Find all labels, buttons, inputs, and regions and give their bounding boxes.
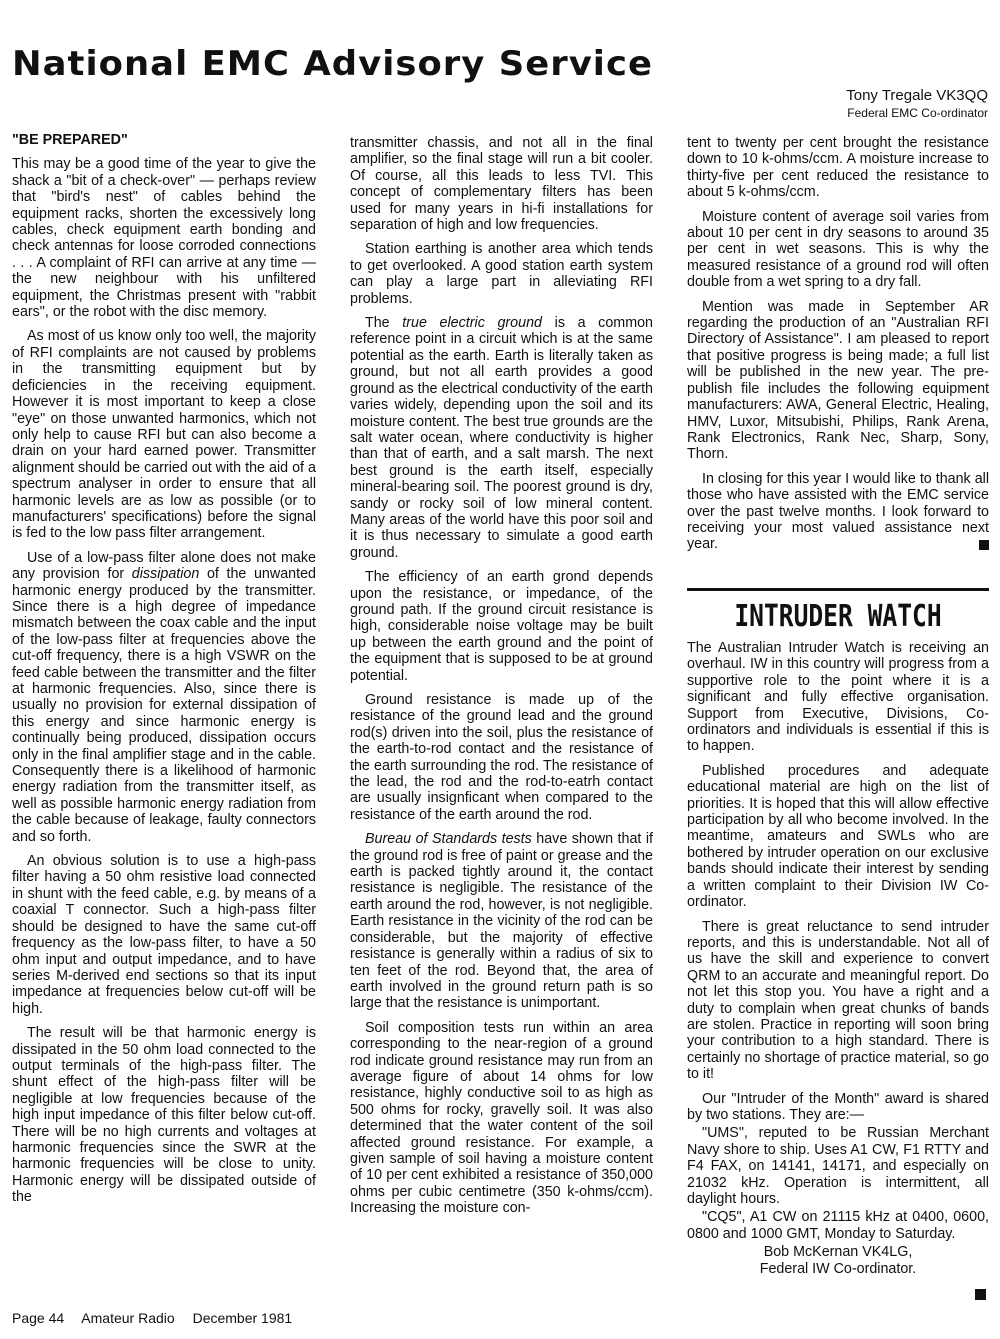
paragraph: The efficiency of an earth grond depends upon the resistance, or impedance, of the ground path. If the ground circuit resistance is high, considerable noise voltage may be built up between the earth ground and the point of the equipment that is supposed to be at ground potential. — [350, 569, 653, 684]
paragraph: In closing for this year I would like to thank all those who have assisted with the EMC service over the past twelve months. I look forward to receiving your most valued assistance next year. — [687, 470, 989, 553]
column-1 — [12, 132, 316, 1214]
end-mark — [975, 1289, 986, 1300]
signature-role: Federal IW Co-ordinator. — [759, 1260, 917, 1277]
paragraph: Our "Intruder of the Month" award is shared by two stations. They are:— — [687, 1090, 989, 1123]
column-2 — [350, 135, 653, 1225]
paragraph: Station earthing is another area which tends to get overlooked. A good station earth system can play a large part in alleviating RFI problems. — [350, 241, 653, 307]
paragraph: The Australian Intruder Watch is receiving an overhaul. IW in this country will progress from a supportive role to the point where it is a significant and fully effective organisation. Support from Executive, Divisions, Co-ordinators and individuals is essential if this is to happen. — [687, 640, 989, 755]
paragraph: "UMS", reputed to be Russian Merchant Navy shore to ship. Uses A1 CW, F1 RTTY and F4 FAX, on 14141, 14171, and especially on 21032 kHz. Operation is intermittent, all daylight hours. — [687, 1125, 989, 1207]
signature — [687, 1244, 989, 1277]
author-role: Federal EMC Co-ordinator — [847, 106, 988, 120]
page-number: Page 44 — [12, 1310, 65, 1326]
magazine-name: Amateur Radio — [81, 1310, 175, 1326]
author-name: Tony Tregale VK3QQ — [846, 87, 988, 104]
section-divider — [687, 588, 989, 591]
paragraph: Use of a low-pass filter alone does not make any provision for dissipation of the unwanted harmonic energy produced by the transmitter. Since there is a high degree of impedance mismatch between the coax cable and the input of the low-pass filter at frequencies above the cut-off frequency, there is a high VSWR on the feed cable between the transmitter and the filter at harmonic frequencies. Also, since there is usually no provision for external dissipation of this energy and since harmonic energy is continually being produced, dissipation occurs only in the final amplifier stage and in the cable. Consequently there is a likelihood of harmonic energy radiation from the transmitter itself, as well as possible harmonic energy radiation from the cable because of leakage, faulty connectors and so forth. — [12, 549, 316, 845]
paragraph: The true electric ground is a common reference point in a circuit which is at the same potential as the earth. Earth is literally taken as ground, but not all earth provides a good ground as the electrical conductivity of the earth varies widely, depending upon the soil and its moisture content. The best true grounds are the salt water ocean, where conductivity is higher than that of earth, and a salt marsh. The next best ground is the earth itself, especially mineral-bearing soil. The poorest ground is dry, sandy or rocky soil of low mineral content. Many areas of the world have this poor soil and it is thus necessary to simulate a good earth ground. — [350, 315, 654, 561]
paragraph: This may be a good time of the year to give the shack a "bit of a check-over" — perhaps review that "bird's nest" of cables behind the equipment racks, shorten the excessively long cables, check equipment earth bonding and check antennas for loose corroded connections . . . A complaint of RFI can arrive at any time — the new neighbour with his unfiltered equipment, the Christmas present with "rabbit ears", or the robot with the disc memory. — [12, 156, 316, 321]
section-title: INTRUDER WATCH — [734, 599, 942, 634]
page-footer — [12, 1310, 306, 1326]
paragraph: tent to twenty per cent brought the resistance down to 10 k-ohms/ccm. A moisture increase to thirty-five per cent reduced the resistance to about 5 k-ohms/ccm. — [687, 135, 989, 201]
intruder-watch-column — [687, 640, 989, 1277]
paragraph: Ground resistance is made up of the resistance of the ground lead and the ground rod(s) driven into the soil, plus the resistance of the earth-to-rod contact and the resistance of the earth surrounding the rod. The resistance of the lead, the rod and the rod-to-eatrh contact are usually insignficant when compared to the resistance of the earth around the rod. — [350, 692, 653, 823]
paragraph: transmitter chassis, and not all in the final amplifier, so the final stage will run a bit cooler. Of course, all this leads to less TVI. This concept of complementary filters has been used for many years in hi-fi installations for separation of high and low frequencies. — [350, 135, 653, 234]
column-3 — [687, 135, 989, 561]
paragraph: The result will be that harmonic energy is dissipated in the 50 ohm load connected to the output terminals of the high-pass filter. The shunt effect of the high-pass filter will be negligible at low frequencies because of the high input impedance of this filter below cut-off. There will be no high currents and voltages at harmonic frequencies since the SWR at the harmonic frequencies will be close to unity. Harmonic energy will be dissipated outside of the — [12, 1025, 316, 1206]
paragraph: There is great reluctance to send intruder reports, and this is understandable. Not all of us have the skill and experience to convert QRM to an accurate and meaningful report. Do not let this stop you. You have a right and a duty to complain when great chunks of bands are stolen. Practice in reporting will soon bring your contribution to a high standard. There is certainly no shortage of practice material, so go to it! — [687, 918, 989, 1083]
issue-date: December 1981 — [192, 1310, 293, 1326]
paragraph: Published procedures and adequate educational material are high on the list of priorities. It is hoped that this will allow effective participation by all who become involved. In the meantime, amateurs and SWLs who are bothered by intruder operation on our exclusive bands should indicate their interest by sending a written complaint to their Division IW Co-ordinator. — [687, 762, 989, 911]
page-title: National EMC Advisory Service — [12, 44, 653, 84]
paragraph: Mention was made in September AR regarding the production of an "Australian RFI Directory of Assistance". I am pleased to report that positive progress is being made; a full list will be published in the new year. The pre-publish file includes the following equipment manufacturers: AWA, General Electric, Healing, HMV, Luxor, Mitsubishi, Philips, Rank Arena, Rank Electronics, Rank Nec, Sharp, Sony, Thorn. — [687, 298, 989, 463]
paragraph: Moisture content of average soil varies from about 10 per cent in dry seasons to around 35 per cent in wet seasons. This is why the measured resistance of a ground rod will often double from a wet spring to a dry fall. — [687, 208, 989, 291]
paragraph: Bureau of Standards tests have shown that if the ground rod is free of paint or grease and the earth is packed tightly around it, the contact resistance is negligible. The resistance of the earth around the rod, however, is not negligible. Earth resistance in the vicinity of the rod can be considerable, but the majority of effective resistance is generally within a radius of six to ten feet of the rod. Beyond that, the area of earth involved in the ground return path is so large that the resistance is unimportant. — [350, 831, 653, 1012]
paragraph: Soil composition tests run within an area corresponding to the near-region of a ground rod indicate ground resistance may run from an average figure of about 14 ohms for low resistance, highly conductive soil to as high as 500 ohms for rocky, gravelly soil. It was also determined that the water content of the soil affected ground resistance. For example, a given sample of soil having a moisture content of 10 per cent exhibited a resistance of 350,000 ohms per cubic centimetre (350 k-ohms/ccm). Increasing the moisture con- — [350, 1019, 653, 1217]
byline — [846, 86, 988, 121]
paragraph: "CQ5", A1 CW on 21115 kHz at 0400, 0600, 0800 and 1000 GMT, Monday to Saturday. — [687, 1209, 989, 1242]
end-mark — [979, 540, 989, 550]
paragraph: As most of us know only too well, the majority of RFI complaints are not caused by problems in the transmitting equipment but by deficiencies in the receiving equipment. However it is most important to keep a close "eye" on those unwanted harmonics, which not only help to cause RFI but can also become a drain on your hard earned power. Transmitter alignment should be carried out with the aid of a spectrum analyser in order to ensure that all harmonic levels are as low as possible (or to manufacturers' specifications) before the signal is fed to the low pass filter arrangement. — [12, 328, 316, 542]
section-heading: "BE PREPARED" — [12, 132, 128, 148]
signature-name: Bob McKernan VK4LG, — [763, 1244, 913, 1261]
paragraph: An obvious solution is to use a high-pass filter having a 50 ohm resistive load connected in shunt with the feed cable, e.g. by means of a coaxial T connector. Such a high-pass filter should be designed to have the same cut-off frequency as the low-pass filter, to have a 50 ohm input and output impedance, and to have series M-derived end sections so that its input impedance at frequencies below cut-off will be high. — [12, 853, 316, 1017]
